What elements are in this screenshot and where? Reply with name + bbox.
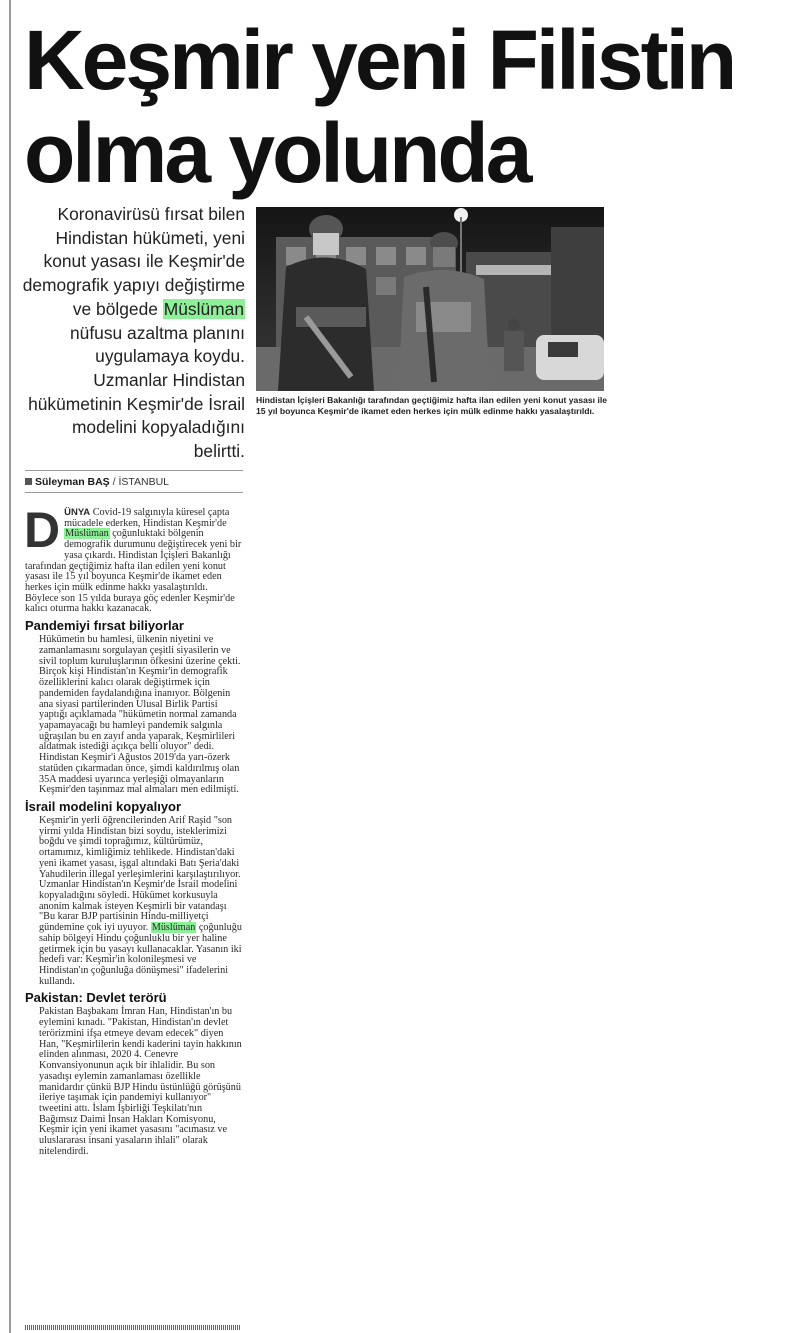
paragraph-1-highlight: Müslüman [65,528,109,540]
article-paragraph-1 [24,502,243,615]
paragraph-3-highlight: Müslüman [151,922,196,934]
lead-word: ÜNYA [64,507,91,518]
subheading-3: Pakistan: Devlet terörü [25,990,167,1006]
drop-cap: D [24,502,61,558]
paragraph-1-text-b: çoğunluktaki bölgenin demografik durumunu değiştirecek yeni bir yasa çıkardı. Hindistan İçişleri Bakanlığı tarafından geçtiğimiz hafta ilan edilen yeni konut yasası ile 15 yıl boyunca Keşmir'de ikamet eden herkes için mülk edinme hakkı yasalaştırıldı. Böylece son 15 yılda buraya göç edenler Keşmir'de kalıcı oturma hakkı kazanacak. [25,528,242,615]
byline [25,474,243,490]
lede-paragraph [22,203,245,464]
headline-line-1: Keşmir yeni Filistin [24,13,735,107]
paragraph-1-text-a: Covid-19 salgınıyla küresel çapta mücadele ederken, Hindistan Keşmir'de [64,507,230,529]
byline-square-icon [25,478,32,485]
subheading-2: İsrail modelini kopyalıyor [25,798,182,814]
headline-line-2: olma yolunda [24,106,530,200]
lede-highlight: Müslüman [163,298,244,319]
paragraph-3-text-b: çoğunluğu sahip bölgeyi Hindu çoğunluklu bir yer haline getirmek için bu yasayı kullanacaklar. Yasanın iki hedefi var: Keşmir'in kolonileşmesi ve Hindistan'ın çoğunluğa dönüşmesi" ifadelerini kullandı. [39,922,242,987]
page-left-rule [9,0,11,1333]
news-photo [256,207,604,391]
article-paragraph-4: Pakistan Başbakanı İmran Han, Hindistan'ın bu eylemini kınadı. "Pakistan, Hindistan'ın devlet terörizmini ifşa etmeye devam edecek" diyen Han, "Keşmirlilerin kendi kaderini tayin hakkının elinden alınması, 2020 4. Cenevre Konvansiyonunun açık bir ihlalidir. Bu son yasadışı eylemin zamanlaması özellikle manidardır çünkü BJP Hindu üstünlüğü görüşünü ileriye taşımak için pandemiyi kullanıyor" tweetini attı. İslam İşbirliği Teşkilatı'nın Bağımsız Daimi İnsan Hakları Komisyonu, Keşmir için yeni ikamet yasasını "acımasız ve uluslararası insani yasaların ihlali" olarak nitelendirdi. [39,1006,242,1157]
news-photo-illustration [256,207,604,391]
byline-bottom-rule [25,492,243,493]
article-paragraph-3 [25,816,243,988]
byline-city: / İSTANBUL [112,476,170,488]
paragraph-3-text-a: Keşmir'in yerli öğrencilerinden Arif Raşid "son yirmi yılda Hindistan bizi soydu, isteklerimizi boğdu ve şimdi toprağımız, kültürümüz, ortamımız, kimliğimiz tehlikede. Hindistan'daki yeni ikamet yasası, işgal altındaki Batı Şeria'daki Yahudilerin illegal yerleşimlerini karşılaştırılıyor. Uzmanlar Hindistan'ın Keşmir'de İsrail modelini kopyaladığını söyledi. Hükümet korkusuyla anonim kalmak isteyen Keşmirli bir vatandaşı "Bu karar BJP partisinin Hindu-milliyetçi gündemine çok iyi uyuyor. [39,814,241,934]
lede-text-before: Koronavirüsü fırsat bilen Hindistan hükümeti, yeni konut yasası ile Keşmir'de demografik yapıyı değiştirme ve bölgede [22,204,245,319]
headline [24,14,794,200]
article-body [24,502,243,1158]
byline-top-rule [25,470,243,471]
page-bottom-bar [25,1325,240,1330]
article-paragraph-2: Hükümetin bu hamlesi, ülkenin niyetini ve zamanlamasını sorgulayan çeşitli siyasilerin ve sivil toplum kuruluşlarının öfkesini üzerine çekti. Birçok kişi Hindistan'ın Keşmir'in demografik özelliklerini kalıcı olarak değiştirmek için pandemiden faydalandığına inanıyor. Bölgenin ana siyasi partilerinden Ulusal Birlik Partisi yaptığı açıklamada "hükümetin normal zamanda yapamayacağı bu hamleyi pandemik salgınla uğraşılan bu en zayıf anda yaparak, Keşmirlileri aldatmak istediği açıkça belli oluyor" dedi. Hindistan Keşmir'i Ağustos 2019'da yarı-özerk statüden çıkarmadan önce, şimdi kaldırılmış olan 35A maddesi uyarınca yerleşiği olmayanların Keşmir'den taşınmaz mal almaları men edilmişti. [39,634,241,796]
byline-author: Süleyman BAŞ [35,476,110,488]
subheading-1: Pandemiyi fırsat biliyorlar [25,618,184,634]
photo-caption: Hindistan İçişleri Bakanlığı tarafından geçtiğimiz hafta ilan edilen yeni konut yasası ile 15 yıl boyunca Keşmir'de ikamet eden herkes için mülk edinme hakkı yasalaştırıldı. [256,395,608,416]
lede-text-after: nüfusu azaltma planını uygulamaya koydu. Uzmanlar Hindistan hükümetinin Keşmir'de İsrail modelini kopyaladığını belirtti. [28,322,245,462]
